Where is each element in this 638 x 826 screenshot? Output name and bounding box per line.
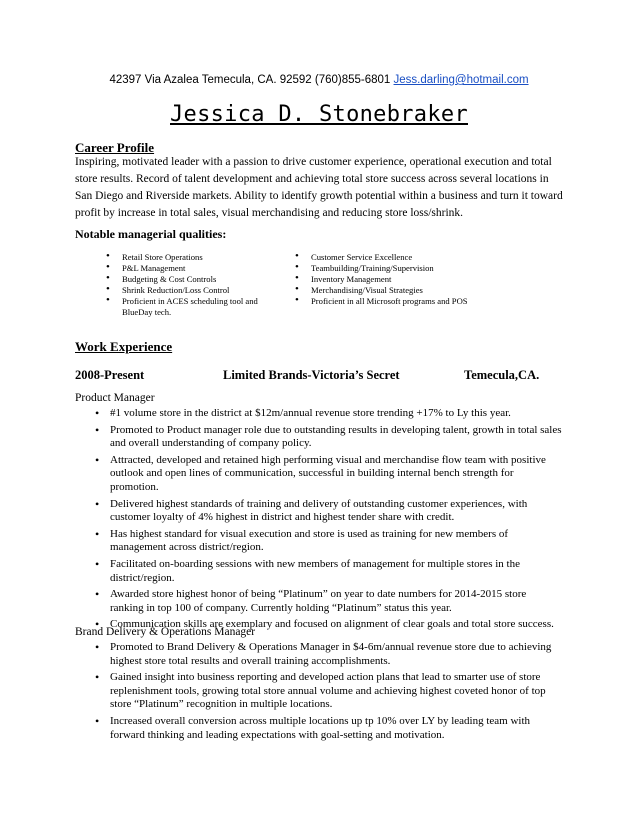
achievement-item: • Communication skills are exemplary and focused on alignment of clear goals and total store success. bbox=[110, 618, 562, 632]
achievement-item: • #1 volume store in the district at $12m/annual revenue store trending +17% to Ly this year. bbox=[110, 407, 562, 421]
candidate-name: Jessica D. Stonebraker bbox=[170, 102, 468, 127]
quality-item: • Merchandising/Visual Strategies bbox=[311, 285, 511, 296]
email-link[interactable]: Jess.darling@hotmail.com bbox=[393, 74, 529, 86]
achievement-item: • Attracted, developed and retained high performing visual and merchandise flow team with positive outlook and open lines of communication, successful in building internal bench strength for promotion. bbox=[110, 454, 562, 495]
role-title-2: Brand Delivery & Operations Manager bbox=[75, 626, 256, 638]
quality-item: • Shrink Reduction/Loss Control bbox=[122, 285, 272, 296]
job-company: Limited Brands-Victoria’s Secret bbox=[223, 368, 400, 382]
role2-bullets bbox=[110, 641, 562, 745]
achievement-item: • Gained insight into business reporting and developed action plans that lead to smarter use of store replenishment tools, growing total store annual volume and achieving highest coveted honor of top store “Platinum” recognition in multiple locations. bbox=[110, 671, 562, 712]
achievement-item: • Promoted to Product manager role due to outstanding results in developing talent, growth in total sales and overall understanding of company policy. bbox=[110, 424, 562, 451]
achievement-item: • Facilitated on-boarding sessions with new members of management for multiple stores in the district/region. bbox=[110, 558, 562, 585]
job-dates: 2008-Present bbox=[75, 368, 145, 382]
quality-item: • P&L Management bbox=[122, 263, 272, 274]
contact-line bbox=[0, 74, 638, 86]
achievement-item: • Promoted to Brand Delivery & Operations Manager in $4-6m/annual revenue store due to achieving highest store total results and overall training accomplishments. bbox=[110, 641, 562, 668]
quality-item: • Teambuilding/Training/Supervision bbox=[311, 263, 511, 274]
quality-item: • Proficient in ACES scheduling tool and BlueDay tech. bbox=[122, 296, 272, 318]
quality-item: • Proficient in all Microsoft programs and POS bbox=[311, 296, 511, 307]
quality-item: • Customer Service Excellence bbox=[311, 252, 511, 263]
career-profile-text: Inspiring, motivated leader with a passion to drive customer experience, operational execution and total store results. Record of talent development and achieving total store success across several locations in San Diego and Riverside markets. Ability to identify growth potential within a business and turn it toward profit by increase in total sales, visual merchandising and reducing store loss/shrink. bbox=[75, 156, 563, 219]
contact-address: 42397 Via Azalea Temecula, CA. 92592 (760)855-6801 bbox=[109, 74, 394, 86]
work-experience-heading: Work Experience bbox=[75, 339, 173, 354]
quality-item: • Inventory Management bbox=[311, 274, 511, 285]
qualities-heading: Notable managerial qualities: bbox=[75, 227, 227, 241]
achievement-item: • Awarded store highest honor of being “Platinum” on year to date numbers for 2014-2015 store ranking in top 100 of company. Currently holding “Platinum” status this year. bbox=[110, 588, 562, 615]
qualities-left-list bbox=[122, 252, 272, 318]
qualities-right-list bbox=[311, 252, 511, 307]
career-profile-heading: Career Profile bbox=[75, 140, 155, 155]
achievement-item: • Delivered highest standards of training and delivery of outstanding customer experiences, with customer loyalty of 4% highest in district and highest tender share with credit. bbox=[110, 498, 562, 525]
role1-bullets bbox=[110, 407, 562, 635]
achievement-item: • Increased overall conversion across multiple locations up tp 10% over LY by leading team with forward thinking and leading expectations with goal-setting and motivation. bbox=[110, 715, 562, 742]
role-title-1: Product Manager bbox=[75, 392, 155, 404]
achievement-item: • Has highest standard for visual execution and store is used as training for new members of management across district/region. bbox=[110, 528, 562, 555]
quality-item: • Budgeting & Cost Controls bbox=[122, 274, 272, 285]
job-location: Temecula,CA. bbox=[464, 368, 540, 382]
quality-item: • Retail Store Operations bbox=[122, 252, 272, 263]
